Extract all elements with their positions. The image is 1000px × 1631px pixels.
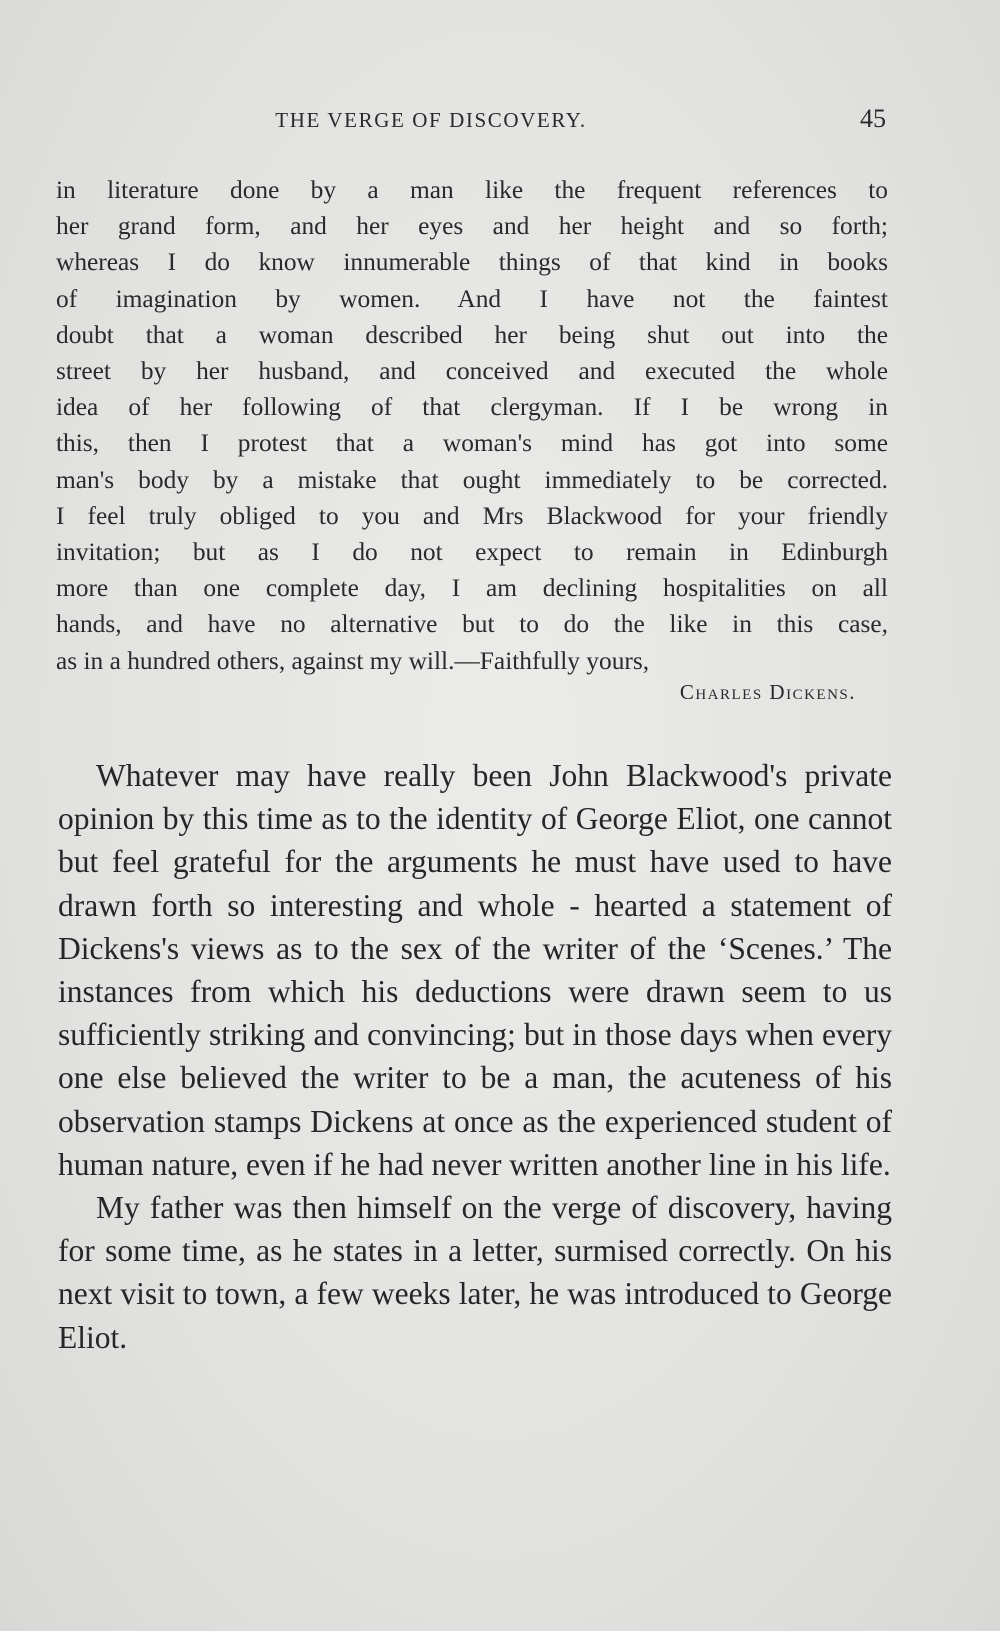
letter-line: as in a hundred others, against my will.—Faithfully yours, [56, 646, 650, 675]
letter-signature: Charles Dickens. [679, 680, 856, 704]
narrative-paragraph: My father was then himself on the verge of discovery, having for some time, as he states in a letter, surmised correctly. On his next visit to town, a few weeks later, he was introduced to George Eliot. [58, 1190, 892, 1355]
letter-line: more than one complete day, I am declining hospitalities on all [56, 574, 888, 603]
letter-line: idea of her following of that clergyman. If I be wrong in [56, 393, 888, 422]
narrative-text [58, 754, 892, 1359]
letter-line: man's body by a mistake that ought immediately to be corrected. [56, 465, 888, 494]
running-head [56, 104, 886, 140]
letter-line: street by her husband, and conceived and executed the whole [56, 357, 888, 386]
letter-line: in literature done by a man like the frequent references to [56, 176, 888, 204]
page-number: 45 [860, 104, 886, 133]
letter-line: doubt that a woman described her being shut out into the [56, 320, 888, 349]
letter-line: of imagination by women. And I have not the faintest [56, 284, 888, 313]
letter-line: her grand form, and her eyes and her height and so forth; [56, 212, 888, 241]
letter-line: this, then I protest that a woman's mind has got into some [56, 429, 888, 458]
letter-line: hands, and have no alternative but to do the like in this case, [56, 610, 888, 639]
letter-line: invitation; but as I do not expect to remain in Edinburgh [56, 538, 888, 567]
letter-line: I feel truly obliged to you and Mrs Blackwood for your friendly [56, 501, 888, 530]
letter-line: whereas I do know innumerable things of that kind in books [56, 248, 888, 277]
letter-text [56, 172, 888, 679]
narrative-paragraph: Whatever may have really been John Blackwood's private opinion by this time as to the identity of George Eliot, one cannot but feel grateful for the arguments he must have used to have drawn forth so interesting and whole - hearted a statement of Dickens's views as to the sex of the writer of the ‘Scenes.’ The instances from which his deductions were drawn seem to us sufficiently striking and convincing; but in those days when every one else believed the writer to be a man, the acuteness of his observation stamps Dickens at once as the experienced student of human nature, even if he had never written another line in his life. [58, 758, 892, 1182]
running-title: THE VERGE OF DISCOVERY. [275, 108, 587, 132]
